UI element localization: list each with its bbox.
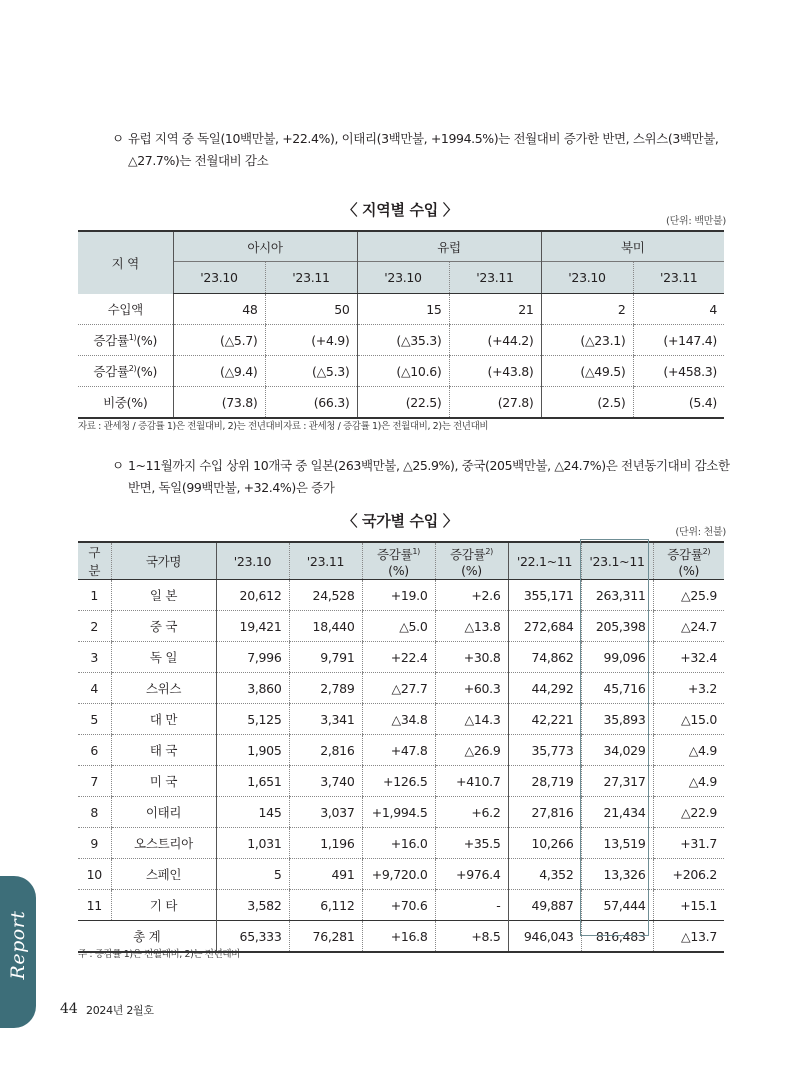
table-cell: 8 (78, 797, 111, 828)
header-period: '23.10 (173, 262, 265, 294)
table-cell: 대 만 (111, 704, 216, 735)
label-text: 증감률 (667, 546, 703, 562)
table-cell: 27,317 (581, 766, 653, 797)
table-row (78, 797, 724, 828)
table-row (78, 828, 724, 859)
label-suffix: (%) (678, 562, 700, 578)
table-source-note: 자료 : 관세청 / 증감률 1)은 전월대비, 2)는 전년대비자료 : 관세청 / 증감률 1)은 전월대비, 2)는 전년대비 (78, 421, 489, 432)
table-cell: +47.8 (362, 735, 435, 766)
label-text: '23.10 (233, 553, 272, 569)
table-cell: 스위스 (111, 673, 216, 704)
paragraph-text: 1~11월까지 수입 상위 10개국 중 일본(263백만불, △25.9%), 중국(205백만불, △24.7%)은 전년동기대비 감소한 반면, 독일(99백만불, +32.4%)은 증가 (128, 458, 730, 495)
table-cell: 50 (265, 294, 357, 325)
table-cell: 3,341 (289, 704, 362, 735)
table-cell: +30.8 (435, 642, 508, 673)
total-label: 총 계 (78, 921, 216, 953)
table-cell: 오스트리아 (111, 828, 216, 859)
header-europe: 유럽 (357, 231, 541, 262)
column-header (653, 542, 724, 580)
paragraph-text: 유럽 지역 중 독일(10백만불, +22.4%), 이태리(3백만불, +1994.5%)는 전월대비 증가한 반면, 스위스(3백만불, △27.7%)는 전월대비 감소 (128, 131, 719, 168)
table-cell: 4,352 (508, 859, 581, 890)
footnote-marker: 2) (128, 363, 137, 373)
table-cell: 13,519 (581, 828, 653, 859)
table-cell: (△35.3) (357, 325, 449, 356)
bullet-marker: ㅇ (112, 131, 124, 146)
table-cell: 946,043 (508, 921, 581, 953)
table-cell: +22.4 (362, 642, 435, 673)
table-cell: △13.7 (653, 921, 724, 953)
header-period: '23.10 (541, 262, 633, 294)
column-header (289, 542, 362, 580)
table-cell: +3.2 (653, 673, 724, 704)
label-suffix: (%) (136, 333, 158, 348)
table-cell: 48 (173, 294, 265, 325)
table-row (78, 704, 724, 735)
table-cell: △27.7 (362, 673, 435, 704)
table-row (78, 387, 724, 419)
header-period: '23.11 (633, 262, 724, 294)
table-cell: 9 (78, 828, 111, 859)
row-label (78, 356, 173, 387)
table-cell: △13.8 (435, 611, 508, 642)
label-text: '23.1~11 (589, 553, 645, 569)
table-cell: 11 (86, 897, 102, 913)
table-cell: 4 (78, 673, 111, 704)
table-cell: 49,887 (508, 890, 581, 921)
table-cell: +206.2 (653, 859, 724, 890)
header-north-america: 북미 (541, 231, 724, 262)
table-row (78, 325, 724, 356)
table-cell: (66.3) (265, 387, 357, 419)
table-row (78, 735, 724, 766)
table-cell: 355,171 (508, 580, 581, 611)
table-cell: (73.8) (173, 387, 265, 419)
table-cell: 1 (78, 580, 111, 611)
region-import-table (78, 230, 724, 419)
table-cell: 기 타 (111, 890, 216, 921)
table-cell: 3,740 (289, 766, 362, 797)
label-suffix: (%) (388, 562, 409, 578)
table-cell: +31.7 (653, 828, 724, 859)
table-cell: 3,860 (216, 673, 289, 704)
table-cell: (+4.9) (265, 325, 357, 356)
table-cell: 76,281 (289, 921, 362, 953)
table-row (78, 580, 724, 611)
table-cell: 34,029 (581, 735, 653, 766)
table-cell: (22.5) (357, 387, 449, 419)
table-cell: +16.8 (362, 921, 435, 953)
table-cell: (2.5) (541, 387, 633, 419)
table-cell: +1,994.5 (362, 797, 435, 828)
table-cell: 5 (216, 859, 289, 890)
table-cell: △4.9 (653, 766, 724, 797)
column-header (362, 542, 435, 580)
country-import-table (78, 541, 724, 953)
table-cell: +35.5 (435, 828, 508, 859)
table-cell: 74,862 (508, 642, 581, 673)
table-cell: 42,221 (508, 704, 581, 735)
table-cell: 2,789 (289, 673, 362, 704)
column-header (216, 542, 289, 580)
table-cell: 816,483 (581, 921, 653, 953)
label-text: 증감률 (450, 546, 486, 562)
table-row (78, 642, 724, 673)
table-cell: △14.3 (435, 704, 508, 735)
table-cell: +70.6 (362, 890, 435, 921)
table-cell: △22.9 (653, 797, 724, 828)
table-cell: (△5.3) (265, 356, 357, 387)
table-cell: - (435, 890, 508, 921)
table-cell: 7,996 (216, 642, 289, 673)
table-cell: 6 (78, 735, 111, 766)
table-cell: 35,773 (508, 735, 581, 766)
table-cell: (+147.4) (633, 325, 724, 356)
table-cell: △25.9 (653, 580, 724, 611)
table-unit-country: (단위: 천불) (675, 527, 726, 538)
table-cell: 20,612 (216, 580, 289, 611)
table-cell: 2 (78, 611, 111, 642)
table-row (78, 356, 724, 387)
table-cell: 19,421 (216, 611, 289, 642)
table-cell: +16.0 (362, 828, 435, 859)
table-cell: △26.9 (435, 735, 508, 766)
table-cell: 145 (216, 797, 289, 828)
header-period: '23.10 (357, 262, 449, 294)
table-row (78, 611, 724, 642)
footnote-marker: 1) (412, 546, 420, 556)
table-cell: 272,684 (508, 611, 581, 642)
row-label (78, 294, 173, 325)
table-cell: +60.3 (435, 673, 508, 704)
label-text: '22.1~11 (516, 553, 573, 569)
table-cell: (△23.1) (541, 325, 633, 356)
table-row (78, 859, 724, 890)
table-cell: 3,582 (216, 890, 289, 921)
header-asia: 아시아 (173, 231, 357, 262)
table-row (78, 890, 724, 921)
table-cell: 스페인 (111, 859, 216, 890)
table-unit-region: (단위: 백만불) (666, 216, 726, 227)
header-region: 지 역 (78, 231, 173, 294)
table-cell: 3,037 (289, 797, 362, 828)
table-cell: 21 (449, 294, 541, 325)
table-cell: (27.8) (449, 387, 541, 419)
table-cell: 44,292 (508, 673, 581, 704)
label-suffix: (%) (461, 562, 482, 578)
table-cell: △5.0 (362, 611, 435, 642)
table-title-region: 〈 지역별 수입 〉 (342, 201, 458, 219)
label-text: 증감률 (377, 546, 413, 562)
table-row (78, 766, 724, 797)
footnote-marker: 2) (702, 546, 711, 556)
table-cell: +8.5 (435, 921, 508, 953)
report-side-tab (0, 876, 36, 1028)
label-text: 구분 (88, 545, 101, 578)
table-cell: +19.0 (362, 580, 435, 611)
header-period: '23.11 (265, 262, 357, 294)
table-cell: +410.7 (435, 766, 508, 797)
footnote-marker: 1) (128, 332, 137, 342)
table-title-country: 〈 국가별 수입 〉 (342, 512, 458, 530)
table-cell: +126.5 (362, 766, 435, 797)
table-row (78, 294, 724, 325)
table-cell: 205,398 (581, 611, 653, 642)
table-cell: 28,719 (508, 766, 581, 797)
issue-label: 2024년 2월호 (86, 1004, 154, 1017)
table-cell: 일 본 (111, 580, 216, 611)
table-cell: (+43.8) (449, 356, 541, 387)
table-cell: △4.9 (653, 735, 724, 766)
page-number: 44 (60, 1001, 78, 1017)
table-cell: (+458.3) (633, 356, 724, 387)
table-cell: (+44.2) (449, 325, 541, 356)
table-cell: +9,720.0 (362, 859, 435, 890)
label-text: 증감률 (93, 333, 129, 348)
table-cell: (5.4) (633, 387, 724, 419)
table-cell: 10,266 (508, 828, 581, 859)
table-cell: 99,096 (581, 642, 653, 673)
table-cell: 15 (357, 294, 449, 325)
table-cell: 13,326 (581, 859, 653, 890)
table-cell: +32.4 (653, 642, 724, 673)
table-cell: 1,651 (216, 766, 289, 797)
table-cell: 1,905 (216, 735, 289, 766)
table-cell: +976.4 (435, 859, 508, 890)
table-cell: 미 국 (111, 766, 216, 797)
table-cell: 6,112 (289, 890, 362, 921)
table-cell: 2,816 (289, 735, 362, 766)
column-header (435, 542, 508, 580)
table-cell: △34.8 (362, 704, 435, 735)
column-header (581, 542, 653, 580)
table-cell: 독 일 (111, 642, 216, 673)
table-cell: 1,031 (216, 828, 289, 859)
table-cell: 4 (633, 294, 724, 325)
header-period: '23.11 (449, 262, 541, 294)
table-cell: 35,893 (581, 704, 653, 735)
table-cell: 1,196 (289, 828, 362, 859)
table-cell: (△10.6) (357, 356, 449, 387)
table-cell: (△9.4) (173, 356, 265, 387)
label-suffix: (%) (136, 364, 158, 379)
table-cell: 9,791 (289, 642, 362, 673)
table-cell: (△49.5) (541, 356, 633, 387)
table-cell: 5 (78, 704, 111, 735)
table-cell: 7 (78, 766, 111, 797)
table-cell: 중 국 (111, 611, 216, 642)
label-text: 국가명 (145, 554, 182, 569)
table-cell: 이태리 (111, 797, 216, 828)
table-cell: 57,444 (581, 890, 653, 921)
row-label (78, 387, 173, 419)
table-cell: 태 국 (111, 735, 216, 766)
row-label (78, 325, 173, 356)
table-cell: 263,311 (581, 580, 653, 611)
label-text: 증감률 (93, 364, 129, 379)
label-text: '23.11 (306, 553, 345, 569)
column-header (78, 542, 111, 580)
table-cell: 65,333 (216, 921, 289, 953)
table-cell: 491 (289, 859, 362, 890)
footnote-marker: 2) (485, 546, 493, 556)
table-cell: 3 (78, 642, 111, 673)
report-tab-label: Report (7, 910, 29, 980)
table-cell: 24,528 (289, 580, 362, 611)
column-header (111, 542, 216, 580)
table-cell: 10 (78, 859, 111, 890)
table-row (78, 673, 724, 704)
table-footnote: 주 : 증감률 1)은 전월대비, 2)는 전년대비 (78, 949, 240, 960)
table-cell: (△5.7) (173, 325, 265, 356)
paragraph-top-countries (112, 455, 732, 499)
table-cell: 27,816 (508, 797, 581, 828)
label-text: 비중(%) (103, 395, 148, 410)
table-cell: △24.7 (653, 611, 724, 642)
table-cell: 21,434 (581, 797, 653, 828)
table-cell: △15.0 (653, 704, 724, 735)
table-cell: +15.1 (653, 890, 724, 921)
paragraph-europe (112, 128, 732, 172)
bullet-marker: ㅇ (112, 458, 124, 473)
column-header (508, 542, 581, 580)
table-cell: 5,125 (216, 704, 289, 735)
table-cell: +6.2 (435, 797, 508, 828)
table-cell: 45,716 (581, 673, 653, 704)
table-cell: 2 (541, 294, 633, 325)
table-cell: 18,440 (289, 611, 362, 642)
table-cell: +2.6 (435, 580, 508, 611)
label-text: 수입액 (107, 301, 143, 317)
